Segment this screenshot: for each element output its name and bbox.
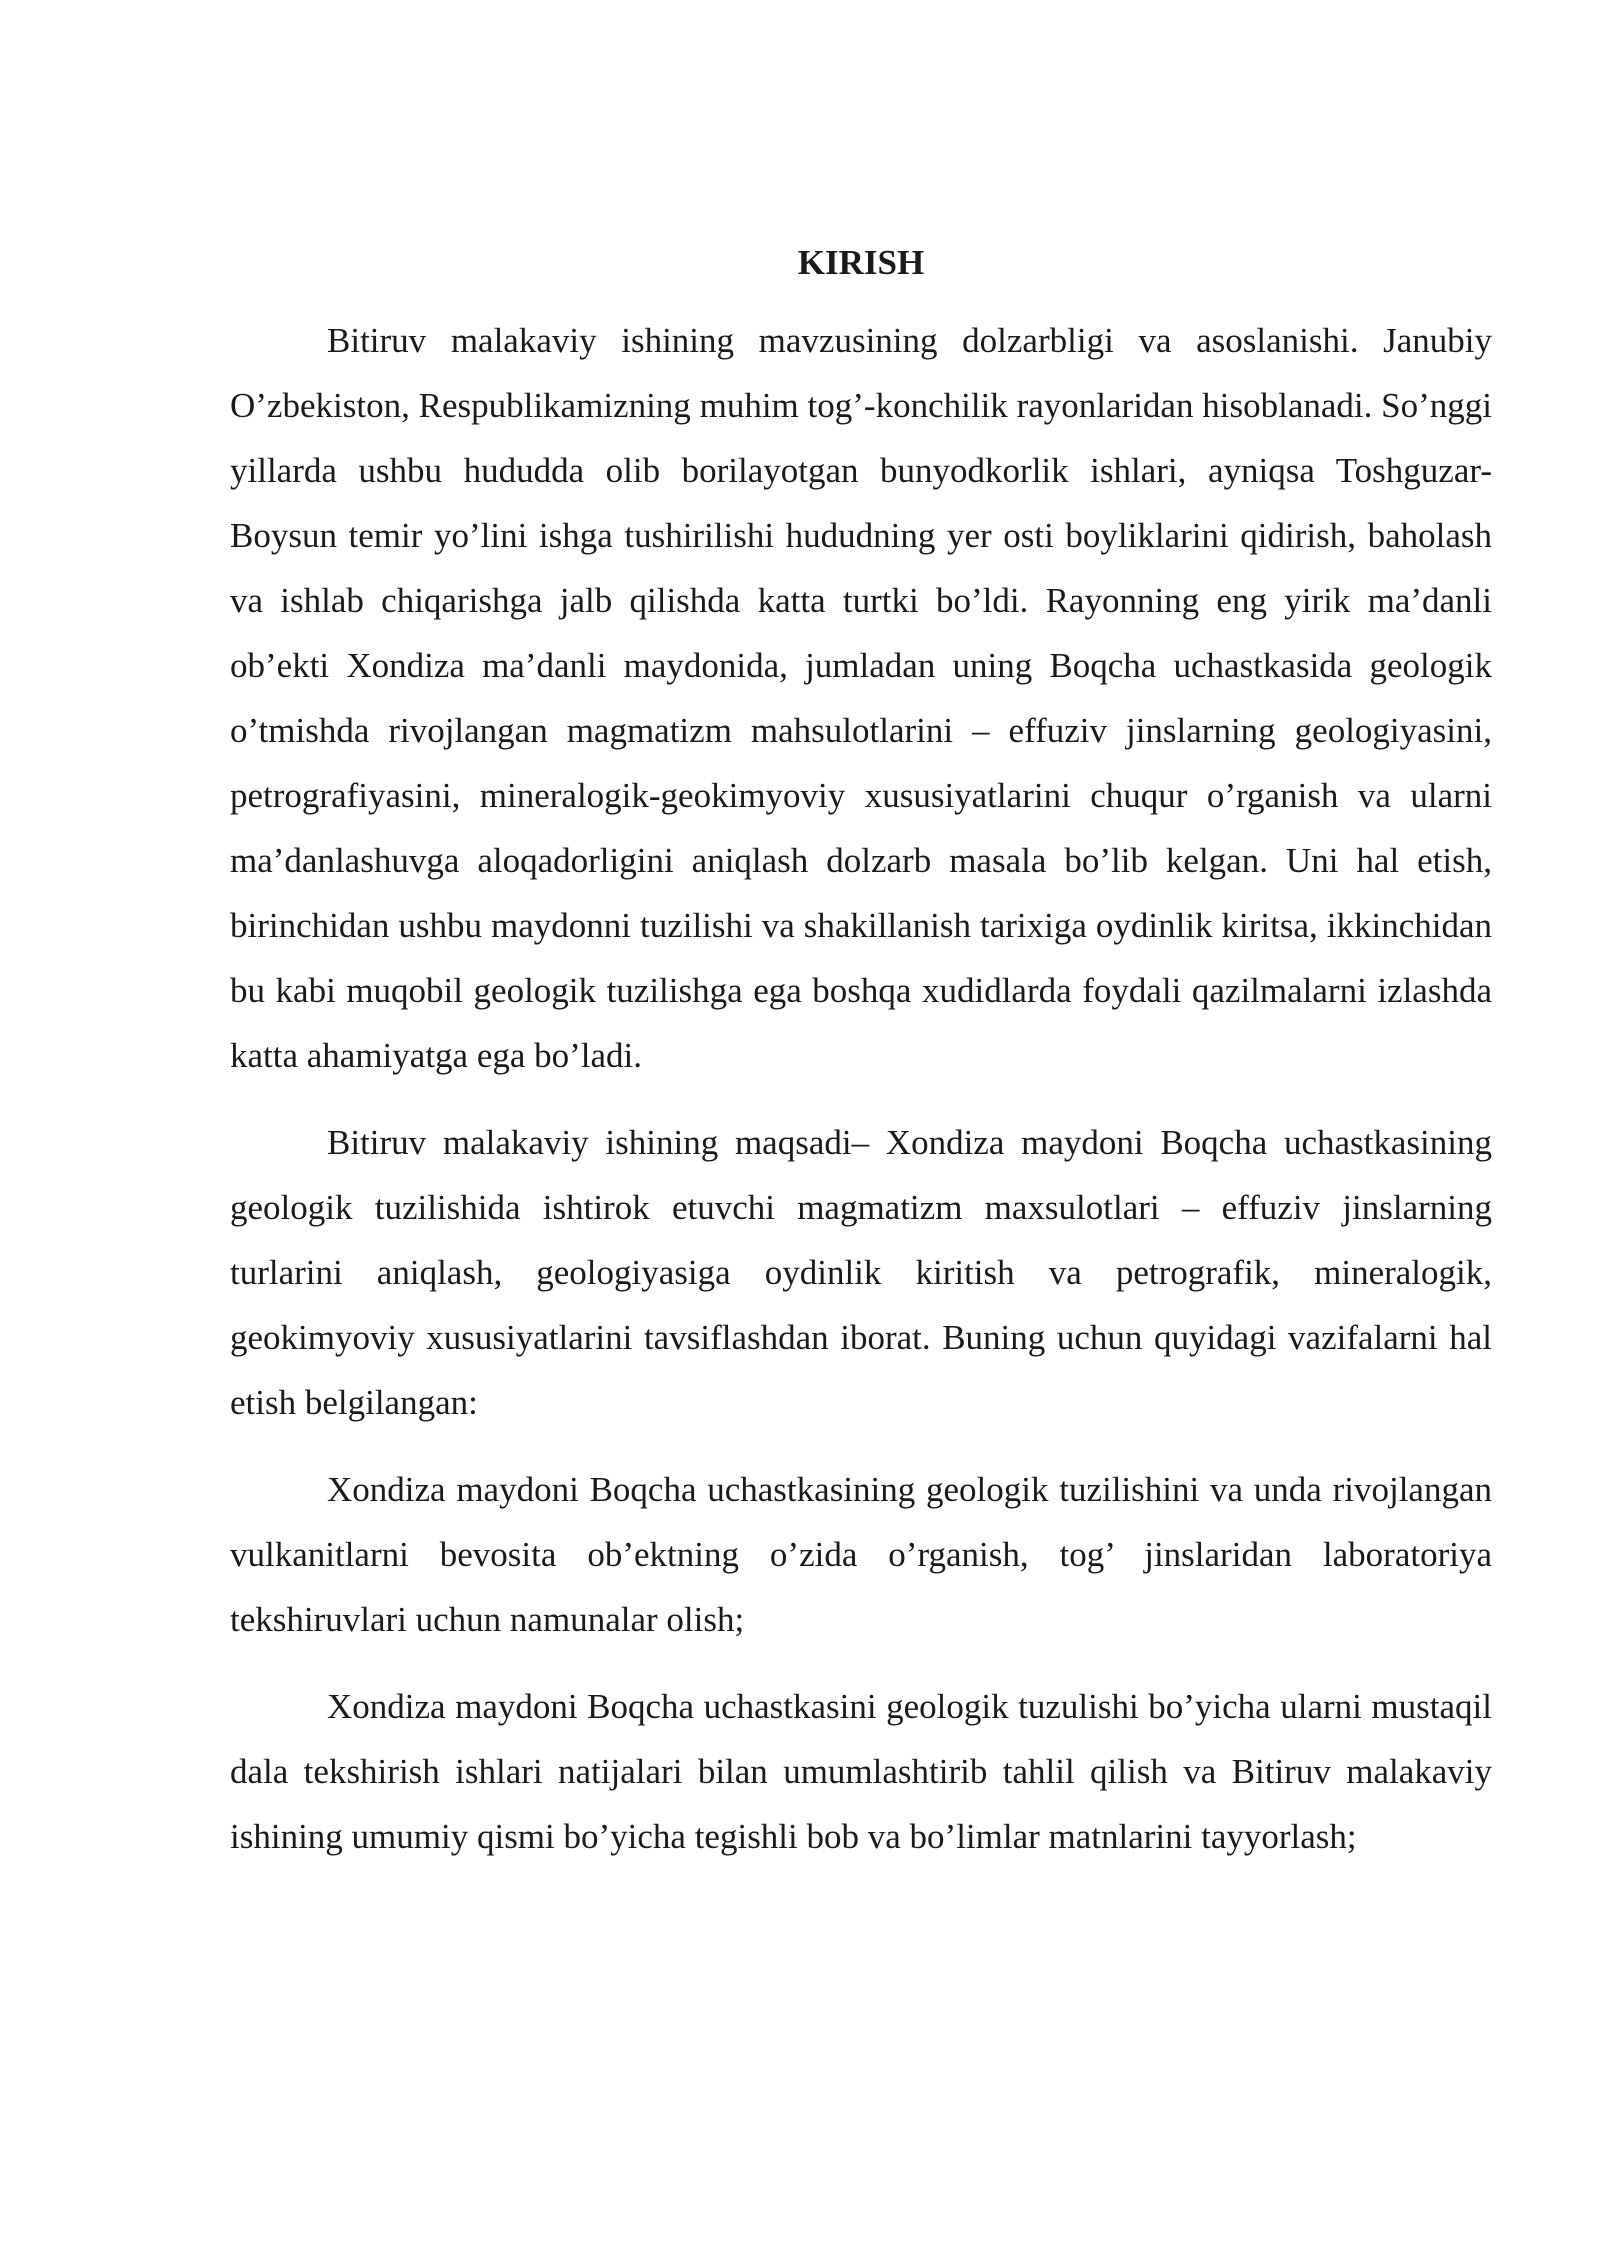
paragraph-task-2: Xondiza maydoni Boqcha uchastkasini geologik tuzulishi bo’yicha ularni mustaqil dala tekshirish ishlari natijalari bilan umumlashtirib tahlil qilish va Bitiruv malakaviy ishining umumiy qismi bo’yicha tegishli bob va bo’limlar matnlarini tayyorlash; xyxy=(230,1687,1492,1856)
document-body xyxy=(230,238,1492,1891)
paragraph-goal: Bitiruv malakaviy ishining maqsadi– Xondiza maydoni Boqcha uchastkasining geologik tuzilishida ishtirok etuvchi magmatizm maxsulotlari – effuziv jinslarning turlarini aniqlash, geologiyasiga oydinlik kiritish va petrografik, mineralogik, geokimyoviy xususiyatlarini tavsiflashdan iborat. Buning uchun quyidagi vazifalarni hal etish belgilangan: xyxy=(230,1123,1492,1422)
paragraph-task-1: Xondiza maydoni Boqcha uchastkasining geologik tuzilishini va unda rivojlangan vulkanitlarni bevosita ob’ektning o’zida o’rganish, tog’ jinslaridan laboratoriya tekshiruvlari uchun namunalar olish; xyxy=(230,1470,1492,1639)
page-title: KIRISH xyxy=(797,243,925,282)
paragraph-relevance: Bitiruv malakaviy ishining mavzusining dolzarbligi va asoslanishi. Janubiy O’zbekiston, Respublikamizning muhim tog’-konchilik rayonlaridan hisoblanadi. So’nggi yillarda ushbu hududda olib borilayotgan bunyodkorlik ishlari, ayniqsa Toshguzar-Boysun temir yo’lini ishga tushirilishi hududning yer osti boyliklarini qidirish, baholash va ishlab chiqarishga jalb qilishda katta turtki bo’ldi. Rayonning eng yirik ma’danli ob’ekti Xondiza ma’danli maydonida, jumladan uning Boqcha uchastkasida geologik o’tmishda rivojlangan magmatizm mahsulotlarini – effuziv jinslarning geologiyasini, petrografiyasini, mineralogik-geokimyoviy xususiyatlarini chuqur o’rganish va ularni ma’danlashuvga aloqadorligini aniqlash dolzarb masala bo’lib kelgan. Uni hal etish, birinchidan ushbu maydonni tuzilishi va shakillanish tarixiga oydinlik kiritsa, ikkinchidan bu kabi muqobil geologik tuzilishga ega boshqa xudidlarda foydali qazilmalarni izlashda katta ahamiyatga ega bo’ladi. xyxy=(230,321,1492,1075)
